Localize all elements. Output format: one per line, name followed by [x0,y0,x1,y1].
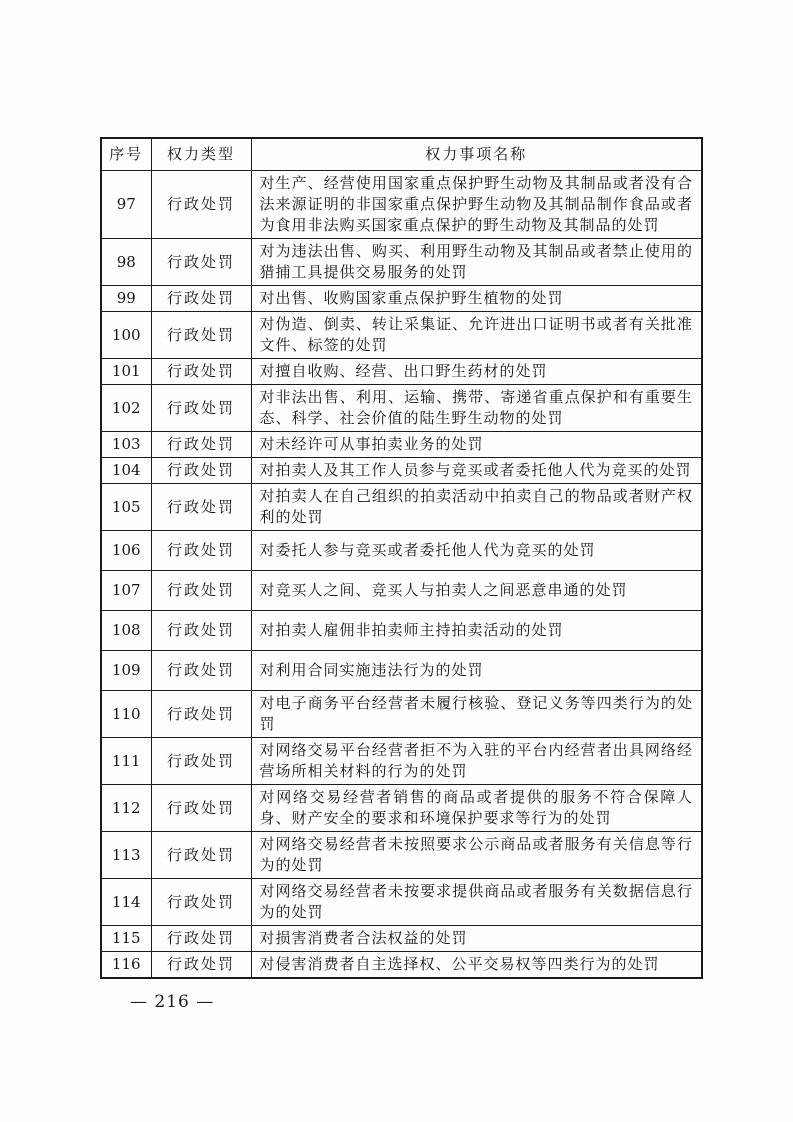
power-item-name-cell: 对拍卖人在自己组织的拍卖活动中拍卖自己的物品或者财产权利的处罚 [251,484,702,531]
power-type-cell: 行政处罚 [151,611,251,651]
power-item-name-cell: 对电子商务平台经营者未履行核验、登记义务等四类行为的处罚 [251,691,702,738]
power-type-cell: 行政处罚 [151,832,251,879]
row-number-cell: 108 [101,611,151,651]
table-row [101,611,702,651]
power-type-cell: 行政处罚 [151,312,251,359]
table-body [101,171,702,979]
row-number-cell: 112 [101,785,151,832]
power-item-name-cell: 对未经许可从事拍卖业务的处罚 [251,432,702,458]
power-type-cell: 行政处罚 [151,286,251,312]
column-header-power-item-name: 权力事项名称 [251,138,702,171]
row-number-cell: 116 [101,952,151,979]
power-item-name-cell: 对利用合同实施违法行为的处罚 [251,651,702,691]
row-number-cell: 111 [101,738,151,785]
row-number-cell: 114 [101,879,151,926]
table-row [101,832,702,879]
power-type-cell: 行政处罚 [151,171,251,239]
power-type-cell: 行政处罚 [151,385,251,432]
page-number: — 216 — [130,992,215,1012]
power-item-name-cell: 对侵害消费者自主选择权、公平交易权等四类行为的处罚 [251,952,702,979]
power-type-cell: 行政处罚 [151,239,251,286]
power-item-name-cell: 对拍卖人及其工作人员参与竞买或者委托他人代为竞买的处罚 [251,458,702,484]
table-row [101,571,702,611]
power-item-name-cell: 对非法出售、利用、运输、携带、寄递省重点保护和有重要生态、科学、社会价值的陆生野生动物的处罚 [251,385,702,432]
power-type-cell: 行政处罚 [151,738,251,785]
power-item-name-cell: 对网络交易经营者未按要求提供商品或者服务有关数据信息行为的处罚 [251,879,702,926]
power-type-cell: 行政处罚 [151,571,251,611]
power-item-name-cell: 对拍卖人雇佣非拍卖师主持拍卖活动的处罚 [251,611,702,651]
row-number-cell: 99 [101,286,151,312]
table-row [101,879,702,926]
row-number-cell: 102 [101,385,151,432]
row-number-cell: 100 [101,312,151,359]
power-items-table [100,137,703,979]
row-number-cell: 115 [101,926,151,952]
table-row [101,458,702,484]
power-item-name-cell: 对网络交易平台经营者拒不为入驻的平台内经营者出具网络经营场所相关材料的行为的处罚 [251,738,702,785]
table-row [101,432,702,458]
power-type-cell: 行政处罚 [151,952,251,979]
row-number-cell: 113 [101,832,151,879]
row-number-cell: 105 [101,484,151,531]
power-item-name-cell: 对出售、收购国家重点保护野生植物的处罚 [251,286,702,312]
table-row [101,239,702,286]
row-number-cell: 104 [101,458,151,484]
power-type-cell: 行政处罚 [151,926,251,952]
column-header-number: 序号 [101,138,151,171]
table-row [101,952,702,979]
row-number-cell: 109 [101,651,151,691]
power-item-name-cell: 对生产、经营使用国家重点保护野生动物及其制品或者没有合法来源证明的非国家重点保护野生动物及其制品制作食品或者为食用非法购买国家重点保护的野生动物及其制品的处罚 [251,171,702,239]
power-type-cell: 行政处罚 [151,484,251,531]
table-row [101,651,702,691]
table-row [101,171,702,239]
table-row [101,785,702,832]
power-item-name-cell: 对网络交易经营者销售的商品或者提供的服务不符合保障人身、财产安全的要求和环境保护要求等行为的处罚 [251,785,702,832]
power-item-name-cell: 对擅自收购、经营、出口野生药材的处罚 [251,359,702,385]
power-type-cell: 行政处罚 [151,531,251,571]
power-type-cell: 行政处罚 [151,458,251,484]
power-type-cell: 行政处罚 [151,879,251,926]
table-row [101,926,702,952]
power-type-cell: 行政处罚 [151,359,251,385]
table-row [101,738,702,785]
row-number-cell: 107 [101,571,151,611]
power-type-cell: 行政处罚 [151,691,251,738]
table-row [101,385,702,432]
table-row [101,359,702,385]
power-item-name-cell: 对损害消费者合法权益的处罚 [251,926,702,952]
table-row [101,312,702,359]
power-item-name-cell: 对竞买人之间、竞买人与拍卖人之间恶意串通的处罚 [251,571,702,611]
table-header-row [101,138,702,171]
column-header-power-type: 权力类型 [151,138,251,171]
power-type-cell: 行政处罚 [151,651,251,691]
row-number-cell: 106 [101,531,151,571]
row-number-cell: 103 [101,432,151,458]
row-number-cell: 101 [101,359,151,385]
table-row [101,691,702,738]
power-type-cell: 行政处罚 [151,432,251,458]
row-number-cell: 98 [101,239,151,286]
power-type-cell: 行政处罚 [151,785,251,832]
power-item-name-cell: 对伪造、倒卖、转让采集证、允许进出口证明书或者有关批准文件、标签的处罚 [251,312,702,359]
power-item-name-cell: 对委托人参与竞买或者委托他人代为竞买的处罚 [251,531,702,571]
table-row [101,531,702,571]
row-number-cell: 110 [101,691,151,738]
table-row [101,484,702,531]
power-item-name-cell: 对网络交易经营者未按照要求公示商品或者服务有关信息等行为的处罚 [251,832,702,879]
power-item-name-cell: 对为违法出售、购买、利用野生动物及其制品或者禁止使用的猎捕工具提供交易服务的处罚 [251,239,702,286]
table-row [101,286,702,312]
row-number-cell: 97 [101,171,151,239]
